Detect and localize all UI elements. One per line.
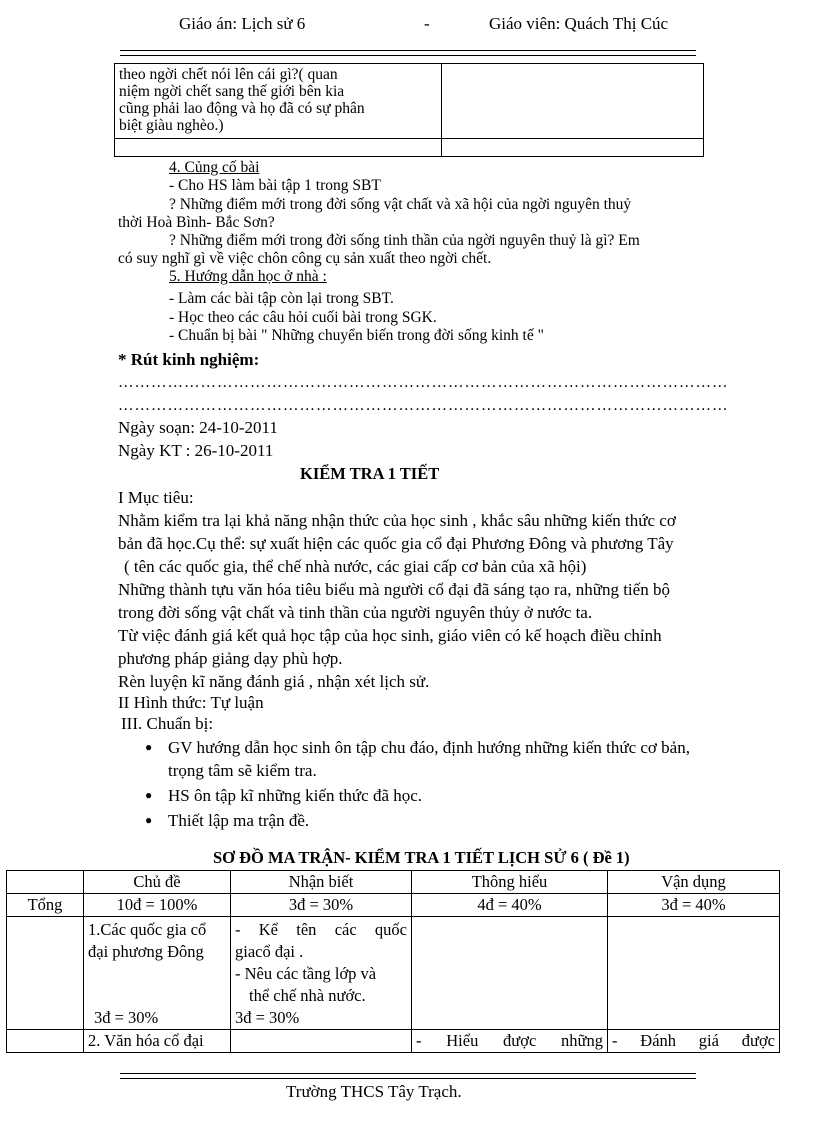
matrix-cell	[231, 1030, 412, 1053]
matrix-cell	[231, 917, 412, 1030]
matrix-cell: 3đ = 30%	[231, 894, 412, 917]
list-item-text: ● Thiết lập ma trận đề.	[168, 811, 310, 830]
consolidation-question: ? Những điểm mới trong đời sống tinh thần của ngời nguyên thuỷ là gì? Em	[169, 232, 640, 249]
consolidation-heading: 4. Củng cố bài	[169, 159, 260, 176]
date-prepared: Ngày soạn: 24-10-2011	[118, 418, 278, 437]
lesson-cell-right	[442, 64, 704, 139]
table-row	[7, 871, 780, 894]
list-item	[145, 809, 690, 832]
list-item-text: ● GV hướng dẫn học sinh ôn tập chu đáo, định hướng những kiến thức cơ bản,	[168, 738, 690, 757]
lesson-line: cũng phải lao động và họ đã có sự phân	[119, 100, 365, 117]
matrix-cell: Tổng	[7, 894, 84, 917]
matrix-header	[7, 871, 84, 894]
matrix-text: 1.Các quốc gia cổ	[88, 920, 207, 939]
lesson-cell-left	[115, 64, 442, 139]
matrix-text: - Kể tên các quốc	[235, 920, 407, 939]
experience-dots: …………………………………………………………………………………………………	[118, 374, 729, 391]
lesson-cell-empty	[115, 139, 442, 157]
objectives-text: Từ việc đánh giá kết quả học tập của học sinh, giáo viên có kế hoạch điều chỉnh	[118, 626, 662, 645]
matrix-text: 3đ = 30%	[235, 1008, 300, 1027]
header-subject: Giáo án: Lịch sử 6	[179, 14, 306, 33]
matrix-text: đại phương Đông	[88, 942, 204, 961]
matrix-cell: 3đ = 40%	[608, 894, 780, 917]
matrix-cell: 10đ = 100%	[84, 894, 231, 917]
objectives-text: Những thành tựu văn hóa tiêu biểu mà người cổ đại đã sáng tạo ra, những tiến bộ	[118, 580, 670, 599]
homework-item: - Làm các bài tập còn lại trong SBT.	[169, 290, 394, 307]
matrix-cell	[412, 917, 608, 1030]
form-heading: II Hình thức: Tự luận	[118, 693, 264, 712]
objectives-heading: I Mục tiêu:	[118, 488, 194, 507]
date-test: Ngày KT : 26-10-2011	[118, 441, 274, 460]
matrix-cell: - Hiểu được những	[412, 1030, 608, 1053]
matrix-cell: 4đ = 40%	[412, 894, 608, 917]
homework-item: - Học theo các câu hỏi cuối bài trong SGK.	[169, 309, 437, 326]
matrix-text: thể chế nhà nước.	[249, 986, 366, 1005]
matrix-text: giacổ đại .	[235, 942, 304, 961]
lesson-line: biệt giàu nghèo.)	[119, 117, 224, 134]
homework-heading: 5. Hướng dẫn học ở nhà :	[169, 268, 327, 285]
list-item	[145, 736, 690, 782]
lesson-line: theo ngời chết nói lên cái gì?( quan	[119, 66, 338, 83]
header-teacher: Giáo viên: Quách Thị Cúc	[489, 14, 669, 33]
consolidation-question: có suy nghĩ gì về việc chôn công cụ sản xuất theo ngời chết.	[118, 250, 492, 267]
objectives-text: Nhằm kiểm tra lại khả năng nhận thức của học sinh , khắc sâu những kiến thức cơ	[118, 511, 676, 530]
matrix-cell	[608, 917, 780, 1030]
consolidation-question: thời Hoà Bình- Bắc Sơn?	[118, 214, 275, 231]
matrix-header: Nhận biết	[231, 871, 412, 894]
matrix-title: SƠ ĐỒ MA TRẬN- KIỂM TRA 1 TIẾT LỊCH SỬ 6 ( Đề 1)	[213, 848, 630, 867]
matrix-table	[6, 870, 780, 1053]
preparation-heading: III. Chuẩn bị:	[121, 714, 214, 733]
footer-double-rule	[120, 1073, 696, 1079]
lesson-line: niệm ngời chết sang thế giới bên kia	[119, 83, 345, 100]
lesson-table	[114, 63, 704, 157]
consolidation-line: - Cho HS làm bài tập 1 trong SBT	[169, 177, 381, 194]
objectives-text: phương pháp giảng dạy phù hợp.	[118, 649, 343, 668]
header-double-rule	[120, 50, 696, 56]
matrix-header: Thông hiểu	[412, 871, 608, 894]
matrix-cell	[7, 1030, 84, 1053]
matrix-header: Vận dụng	[608, 871, 780, 894]
list-item-text: trọng tâm sẽ kiểm tra.	[168, 761, 317, 780]
lesson-cell-empty	[442, 139, 704, 157]
preparation-list	[145, 736, 690, 834]
matrix-header: Chủ đề	[84, 871, 231, 894]
matrix-cell	[7, 917, 84, 1030]
matrix-cell	[84, 917, 231, 1030]
list-item-text: ● HS ôn tập kĩ những kiến thức đã học.	[168, 786, 423, 805]
test-title: KIỂM TRA 1 TIẾT	[300, 464, 440, 483]
experience-label: * Rút kinh nghiệm:	[118, 350, 260, 369]
footer-school: Trường THCS Tây Trạch.	[286, 1082, 462, 1101]
list-item	[145, 784, 690, 807]
experience-dots: …………………………………………………………………………………………………	[118, 397, 729, 414]
objectives-text: trong đời sống vật chất và tinh thần của người nguyên thủy ở nước ta.	[118, 603, 593, 622]
matrix-text: 3đ = 30%	[94, 1008, 159, 1027]
table-row	[7, 917, 780, 1030]
objectives-text: bản đã học.Cụ thể: sự xuất hiện các quốc gia cổ đại Phương Đông và phương Tây	[118, 534, 674, 553]
table-row	[7, 894, 780, 917]
objectives-text: ( tên các quốc gia, thể chế nhà nước, các giai cấp cơ bản của xã hội)	[124, 557, 587, 576]
matrix-cell: - Đánh giá được	[608, 1030, 780, 1053]
objectives-text: Rèn luyện kĩ năng đánh giá , nhận xét lịch sử.	[118, 672, 430, 691]
table-row	[7, 1030, 780, 1053]
matrix-cell: 2. Văn hóa cổ đại	[84, 1030, 231, 1053]
consolidation-question: ? Những điểm mới trong đời sống vật chất và xã hội của ngời nguyên thuỷ	[169, 196, 632, 213]
homework-item: - Chuẩn bị bài " Những chuyển biến trong đời sống kinh tế "	[169, 327, 544, 344]
matrix-spacer	[88, 963, 226, 1007]
header-separator: -	[424, 14, 430, 33]
matrix-text: - Nêu các tầng lớp và	[235, 964, 377, 983]
